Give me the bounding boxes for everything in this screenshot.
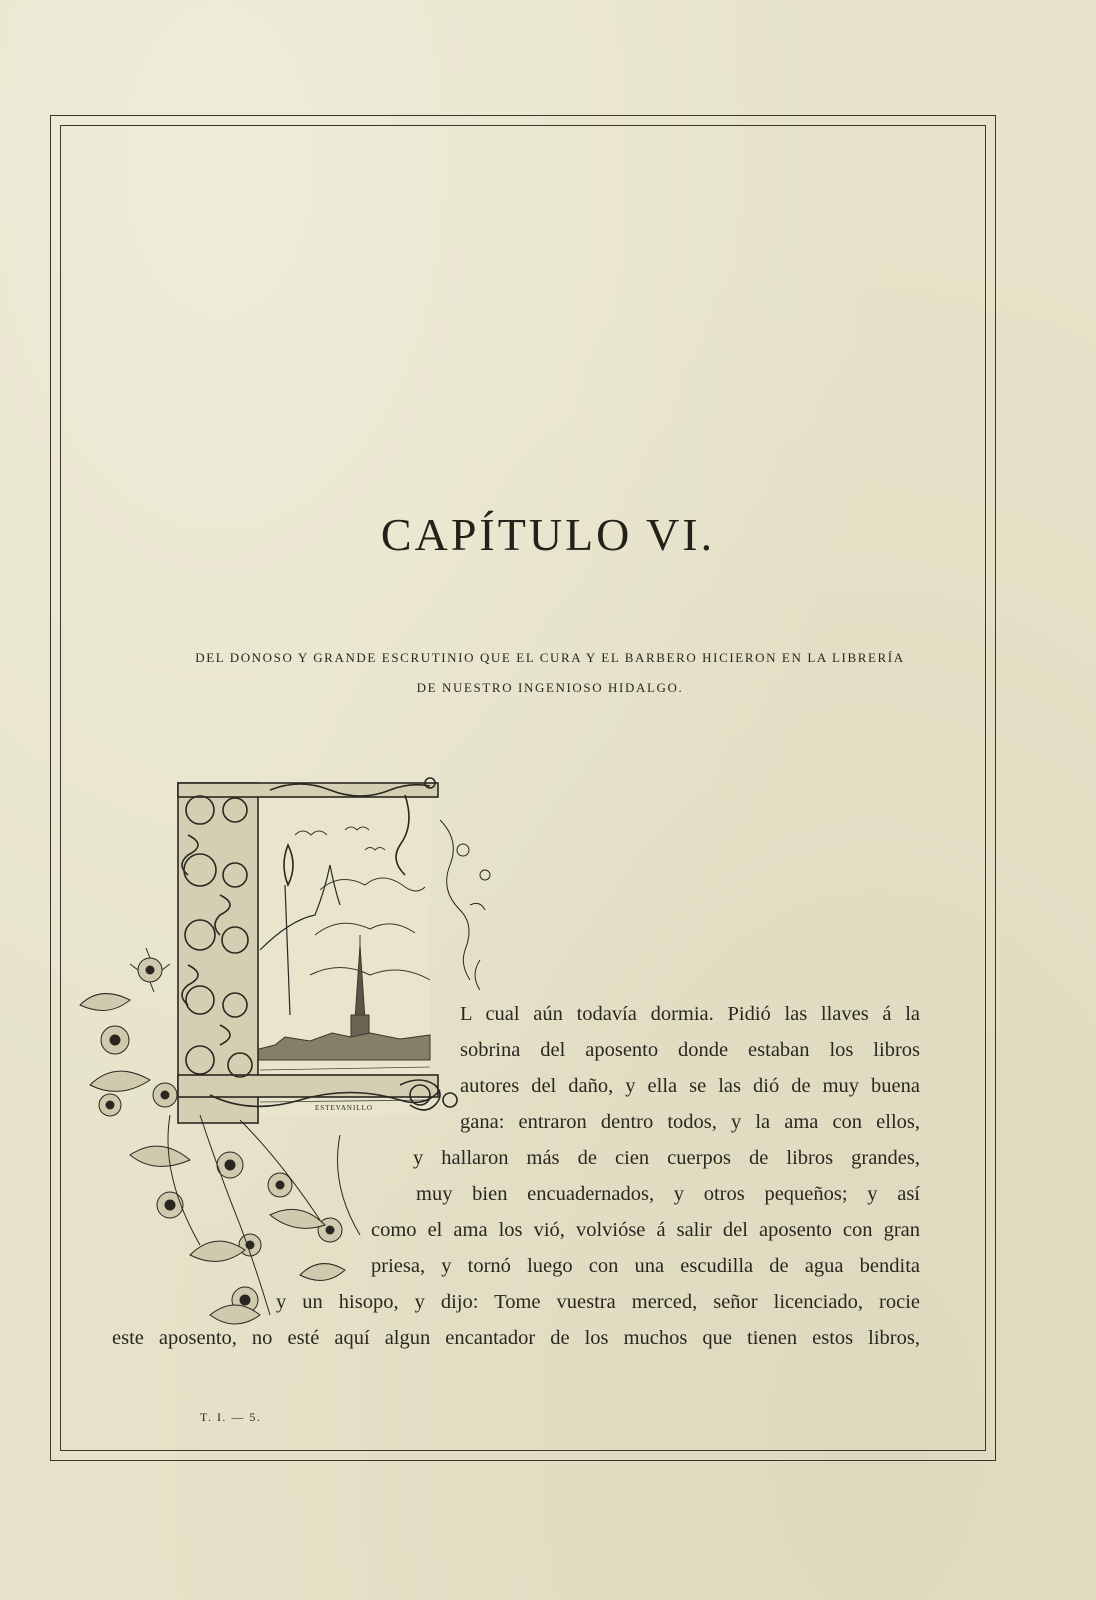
illustrator-signature: ESTEVANILLO bbox=[315, 1104, 373, 1112]
chapter-title: CAPÍTULO VI. bbox=[380, 509, 716, 560]
body-line-8: priesa, y tornó luego con una escudilla de agua bendita bbox=[371, 1255, 920, 1277]
vine-decoration bbox=[440, 820, 490, 990]
chapter-subtitle-line-1: DEL DONOSO Y GRANDE ESCRUTINIO QUE EL CURA Y EL BARBERO HICIERON EN LA LIBRERÍA bbox=[195, 650, 905, 665]
body-line-10: este aposento, no esté aquí algun encantador de los muchos que tienen estos libros, bbox=[112, 1327, 920, 1349]
body-line-4: gana: entraron dentro todos, y la ama con ellos, bbox=[460, 1111, 920, 1133]
body-line-1: L cual aún todavía dormia. Pidió las llaves á la bbox=[460, 1003, 920, 1025]
body-line-9: y un hisopo, y dijo: Tome vuestra merced, señor licenciado, rocie bbox=[276, 1291, 920, 1313]
landscape-scene bbox=[255, 785, 430, 1115]
page-folio: T. I. — 5. bbox=[200, 1410, 262, 1424]
body-line-3: autores del daño, y ella se las dió de muy buena bbox=[460, 1075, 920, 1097]
body-line-7: como el ama los vió, volvióse á salir del aposento con gran bbox=[371, 1219, 920, 1241]
chapter-subtitle-line-2: DE NUESTRO INGENIOSO HIDALGO. bbox=[416, 680, 684, 695]
body-line-6: muy bien encuadernados, y otros pequeños; y así bbox=[416, 1183, 920, 1205]
body-line-2: sobrina del aposento donde estaban los libros bbox=[460, 1039, 920, 1061]
body-line-5: y hallaron más de cien cuerpos de libros grandes, bbox=[413, 1147, 920, 1169]
